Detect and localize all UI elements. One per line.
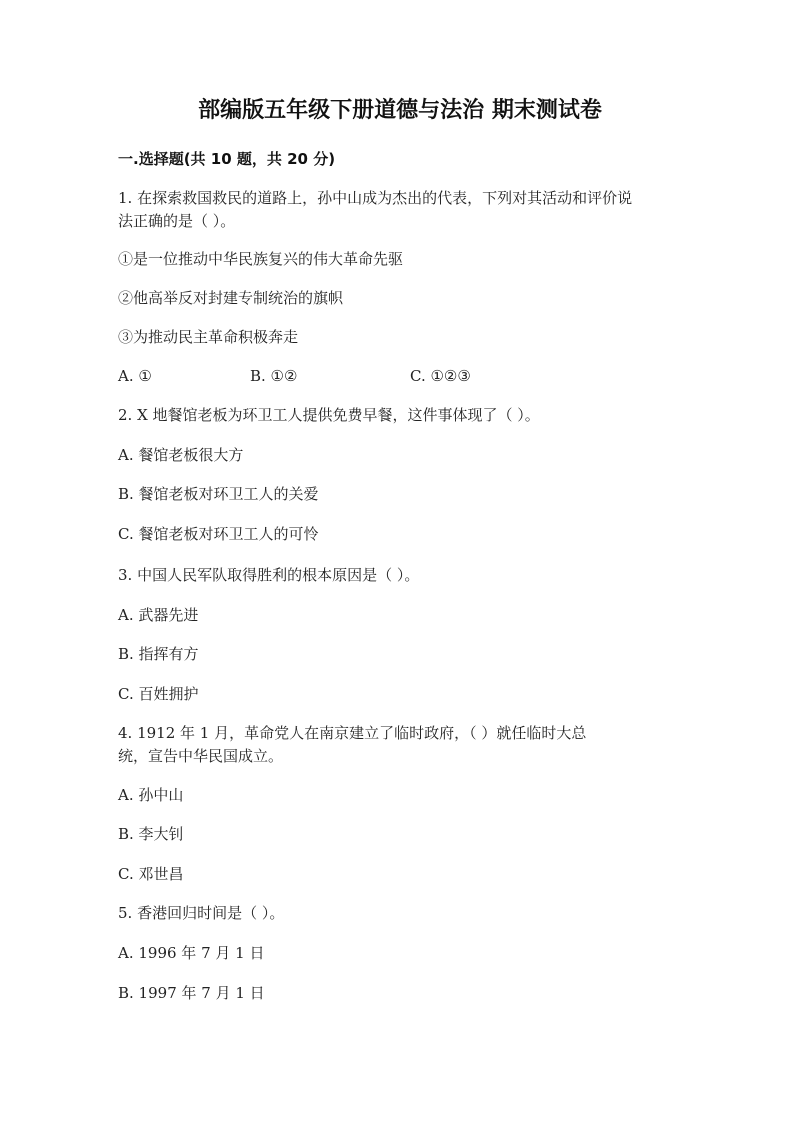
question-1-option-a: A. ① — [118, 367, 152, 385]
question-1-statement-1: ①是一位推动中华民族复兴的伟大革命先驱 — [118, 250, 404, 268]
question-1-statement-2: ②他高举反对封建专制统治的旗帜 — [118, 289, 344, 307]
question-4-option-a: A. 孙中山 — [118, 786, 184, 804]
question-1-option-c: C. ①②③ — [410, 367, 471, 385]
question-5-option-b: B. 1997 年 7 月 1 日 — [118, 984, 265, 1002]
question-2-option-a: A. 餐馆老板很大方 — [118, 446, 244, 464]
question-4-stem-line-1: 4. 1912 年 1 月，革命党人在南京建立了临时政府，（ ）就任临时大总 — [118, 724, 587, 742]
question-3-option-b: B. 指挥有方 — [118, 645, 199, 663]
question-1-stem-line-1: 1. 在探索救国救民的道路上，孙中山成为杰出的代表，下列对其活动和评价说 — [118, 189, 633, 207]
page-title: 部编版五年级下册道德与法治 期末测试卷 — [198, 98, 602, 123]
question-1-options — [118, 364, 678, 388]
question-4-option-c: C. 邓世昌 — [118, 865, 184, 883]
question-1-option-b: B. ①② — [250, 367, 298, 385]
question-5-stem: 5. 香港回归时间是（ ）。 — [118, 904, 285, 922]
question-4-option-b: B. 李大钊 — [118, 825, 184, 843]
question-1-stem-line-2: 法正确的是（ ）。 — [118, 212, 236, 230]
question-2-option-c: C. 餐馆老板对环卫工人的可怜 — [118, 525, 319, 543]
question-3-option-c: C. 百姓拥护 — [118, 685, 199, 703]
question-2-option-b: B. 餐馆老板对环卫工人的关爱 — [118, 485, 319, 503]
question-4-stem-line-2: 统，宣告中华民国成立。 — [118, 747, 284, 765]
question-3-option-a: A. 武器先进 — [118, 606, 199, 624]
question-3-stem: 3. 中国人民军队取得胜利的根本原因是（ ）。 — [118, 566, 420, 584]
question-5-option-a: A. 1996 年 7 月 1 日 — [118, 944, 265, 962]
section-heading: 一.选择题(共 10 题，共 20 分) — [118, 150, 336, 168]
question-1-statement-3: ③为推动民主革命积极奔走 — [118, 328, 299, 346]
question-2-stem: 2. X 地餐馆老板为环卫工人提供免费早餐，这件事体现了（ ）。 — [118, 406, 540, 424]
